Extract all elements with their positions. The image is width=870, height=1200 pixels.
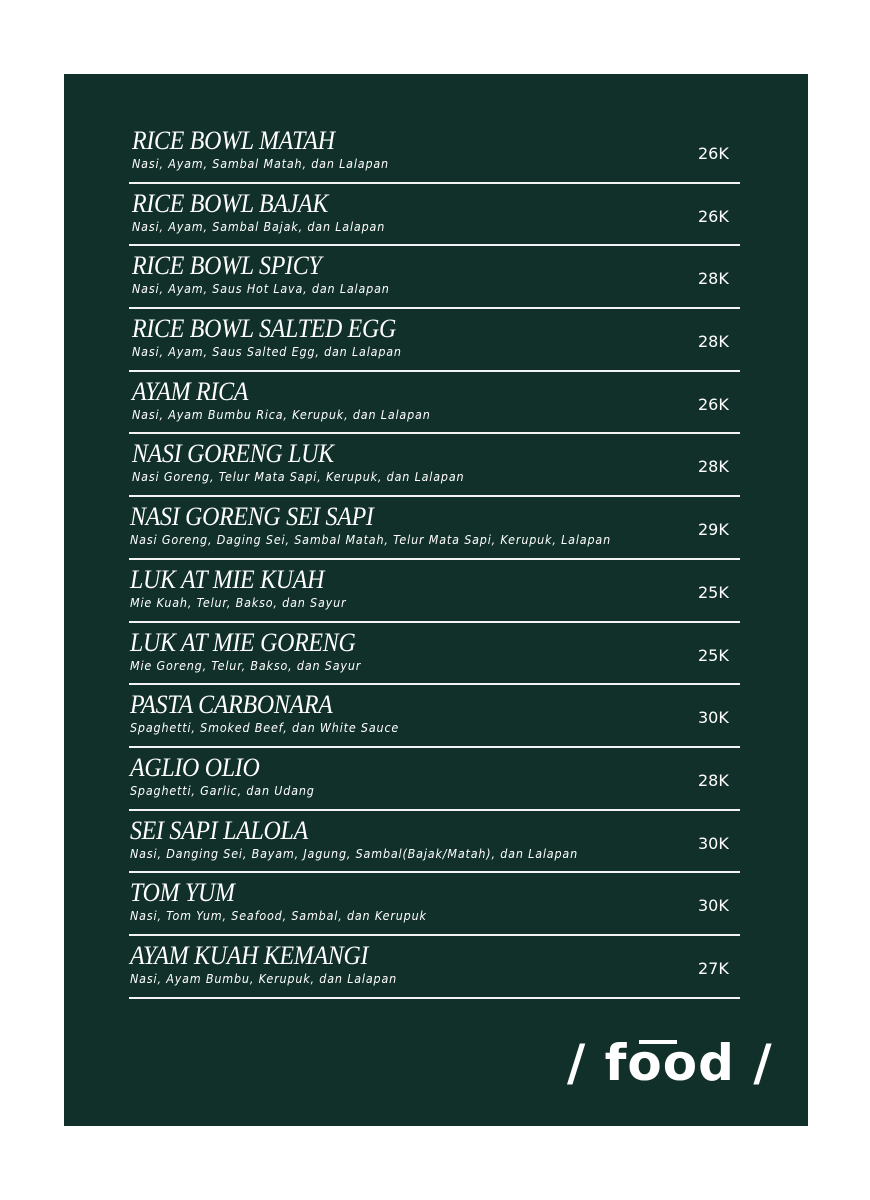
menu-item-name: RICE BOWL SALTED EGG [132,314,396,344]
menu-item-price: 28K [698,332,729,352]
menu-item-name: AYAM RICA [132,376,249,406]
logo-text: / food / [567,1034,773,1092]
menu-item-name: AYAM KUAH KEMANGI [130,940,369,970]
food-logo [567,1034,773,1104]
menu-item [129,748,740,811]
menu-item-description: Nasi, Ayam, Saus Salted Egg, dan Lalapan [132,345,402,360]
menu-item-name: RICE BOWL SPICY [132,251,322,281]
menu-panel [64,74,808,1126]
menu-item-name: NASI GORENG LUK [132,439,334,469]
menu-item-description: Nasi, Tom Yum, Seafood, Sambal, dan Kerupuk [130,909,427,924]
menu-item-price: 30K [698,896,729,916]
menu-item-price: 25K [698,645,729,665]
menu-item [129,246,740,309]
menu-item-price: 26K [698,394,729,414]
menu-item-description: Nasi Goreng, Telur Mata Sapi, Kerupuk, dan Lalapan [132,470,465,485]
menu-item-price: 26K [698,144,729,163]
menu-item-price: 27K [698,958,729,978]
menu-item-name: LUK AT MIE GORENG [130,627,356,657]
menu-item [129,560,740,623]
menu-item-description: Nasi, Ayam, Saus Hot Lava, dan Lalapan [132,282,390,297]
menu-item-price: 28K [698,770,729,790]
menu-item-name: RICE BOWL MATAH [132,126,335,155]
menu-item-description: Nasi, Danging Sei, Bayam, Jagung, Sambal(Bajak/Matah), dan Lalapan [130,846,578,861]
menu-item-name: NASI GORENG SEI SAPI [130,502,374,532]
menu-item-price: 28K [698,457,729,477]
menu-item-description: Nasi, Ayam Bumbu, Kerupuk, dan Lalapan [130,971,398,986]
menu-item-price: 26K [698,206,729,226]
menu-item-description: Nasi, Ayam, Sambal Bajak, dan Lalapan [132,219,386,234]
menu-item-description: Mie Goreng, Telur, Bakso, dan Sayur [130,658,362,673]
menu-item [129,309,740,372]
menu-item [129,936,740,999]
menu-item-price: 25K [698,582,729,602]
menu-item [129,372,740,435]
menu-item-price: 30K [698,833,729,853]
menu-item-description: Spaghetti, Garlic, dan Udang [130,783,315,798]
menu-item [129,434,740,497]
menu-item-price: 30K [698,708,729,728]
menu-item-name: TOM YUM [130,878,235,908]
menu-item [129,811,740,874]
menu-item-description: Nasi, Ayam Bumbu Rica, Kerupuk, dan Lalapan [132,407,431,422]
menu-list [129,121,740,999]
menu-item-description: Nasi, Ayam, Sambal Matah, dan Lalapan [132,157,389,171]
menu-item [129,873,740,936]
menu-item [129,623,740,686]
menu-item-description: Spaghetti, Smoked Beef, dan White Sauce [130,721,400,736]
menu-item [129,497,740,560]
menu-item-name: AGLIO OLIO [130,752,260,782]
menu-item-price: 28K [698,269,729,289]
menu-item-name: LUK AT MIE KUAH [130,564,325,594]
menu-item [129,685,740,748]
menu-item [129,184,740,247]
menu-item-name: PASTA CARBONARA [130,690,333,720]
menu-item-description: Mie Kuah, Telur, Bakso, dan Sayur [130,595,347,610]
menu-item [129,121,740,184]
menu-item-name: RICE BOWL BAJAK [132,188,329,218]
menu-item-name: SEI SAPI LALOLA [130,815,308,845]
menu-item-description: Nasi Goreng, Daging Sei, Sambal Matah, Telur Mata Sapi, Kerupuk, Lalapan [130,533,611,548]
menu-item-price: 29K [698,520,729,540]
